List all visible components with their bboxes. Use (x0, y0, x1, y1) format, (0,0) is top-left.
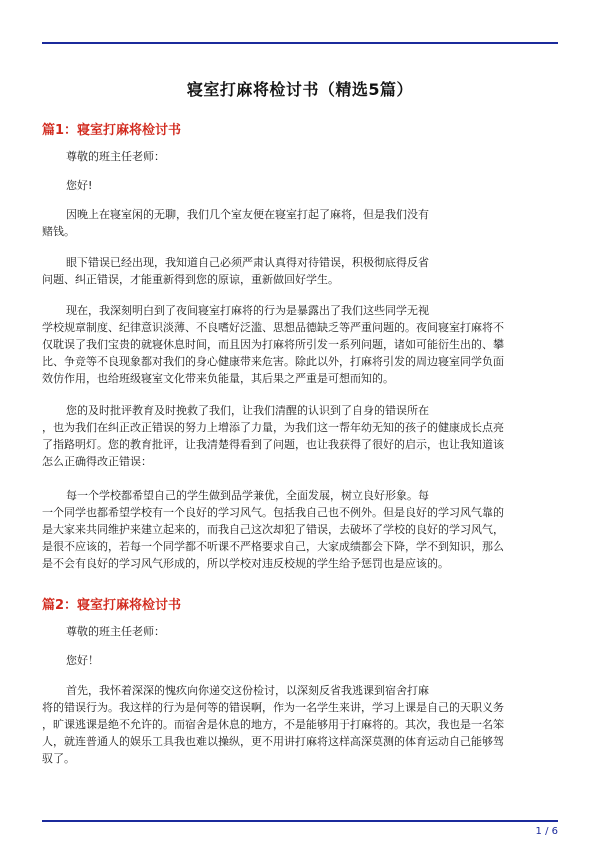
section-1-paragraph-4 (42, 402, 558, 470)
section-1-paragraph-2 (42, 254, 558, 288)
paragraph-line: ，旷课逃课是绝不允许的。而宿舍是休息的地方，不是能够用于打麻将的。其次，我也是一名笨 (42, 718, 504, 731)
paragraph-line: 是不会有良好的学习风气形成的，所以学校对违反校规的学生给予惩罚也是应该的。 (42, 557, 449, 570)
section-1-heading: 篇1：寝室打麻将检讨书 (42, 123, 182, 138)
section-2-heading: 篇2：寝室打麻将检讨书 (42, 598, 182, 613)
hello-line: 您好! (66, 179, 93, 192)
paragraph-line: 每一个学校都希望自己的学生做到品学兼优，全面发展，树立良好形象。每 (66, 489, 429, 502)
paragraph-line: 您的及时批评教育及时挽救了我们，让我们清醒的认识到了自身的错误所在 (66, 404, 429, 417)
top-rule (42, 42, 558, 44)
section-1-paragraph-3 (42, 302, 558, 387)
section-1-paragraph-1 (42, 206, 558, 240)
paragraph-line: 因晚上在寝室闲的无聊，我们几个室友便在寝室打起了麻将，但是我们没有 (66, 208, 429, 221)
bottom-rule (42, 820, 558, 822)
paragraph-line: 驭了。 (42, 752, 75, 765)
paragraph-line: 问题、纠正错误，才能重新得到您的原谅，重新做回好学生。 (42, 273, 339, 286)
paragraph-line: 了指路明灯。您的教育批评，让我清楚得看到了问题，也让我获得了很好的启示，也让我知道该 (42, 438, 504, 451)
paragraph-line: 人，就连普通人的娱乐工具我也难以操纵，更不用讲打麻将这样高深莫测的体育运动自己能够驾 (42, 735, 504, 748)
section-1-paragraph-5 (42, 487, 558, 572)
paragraph-line: 眼下错误已经出现，我知道自己必须严肃认真得对待错误，积极彻底得反省 (66, 256, 429, 269)
section-2-hello (42, 652, 558, 669)
paragraph-line: 仅耽误了我们宝贵的就寝休息时间，而且因为打麻将所引发一系列问题，诸如可能衍生出的、攀 (42, 338, 504, 351)
paragraph-line: ，也为我们在纠正改正错误的努力上增添了力量，为我们这一帮年幼无知的孩子的健康成长点亮 (42, 421, 504, 434)
paragraph-line: 是大家来共同维护来建立起来的，而我自己这次却犯了错误，去破坏了学校的良好的学习风气， (42, 523, 504, 536)
page-number: 1 / 6 (535, 826, 558, 837)
paragraph-line: 效仿作用，也给班级寝室文化带来负能量，其后果之严重是可想而知的。 (42, 372, 394, 385)
greeting-line: 尊敬的班主任老师： (66, 625, 165, 638)
section-1-greeting (42, 148, 558, 165)
section-2-paragraph-1 (42, 682, 558, 767)
paragraph-line: 赌钱。 (42, 225, 75, 238)
document-title: 寝室打麻将检讨书（精选5篇） (186, 80, 414, 99)
hello-line: 您好！ (66, 654, 99, 667)
paragraph-line: 学校规章制度、纪律意识淡薄、不良嗜好泛滥、思想品德缺乏等严重问题的。夜间寝室打麻将不 (42, 321, 504, 334)
paragraph-line: 比、争竞等不良现象都对我们的身心健康带来危害。除此以外，打麻将引发的周边寝室同学负面 (42, 355, 504, 368)
paragraph-line: 将的错误行为。我这样的行为是何等的错误啊，作为一名学生来讲，学习上课是自己的天职义务 (42, 701, 504, 714)
paragraph-line: 首先，我怀着深深的愧疚向你递交这份检讨，以深刻反省我逃课到宿舍打麻 (66, 684, 429, 697)
paragraph-line: 一个同学也都希望学校有一个良好的学习风气。包括我自己也不例外。但是良好的学习风气靠的 (42, 506, 504, 519)
section-1-hello (42, 177, 558, 194)
paragraph-line: 是很不应该的，若每一个同学都不听课不严格要求自己，大家成绩都会下降，学不到知识，那么 (42, 540, 504, 553)
paragraph-line: 现在，我深刻明白到了夜间寝室打麻将的行为是暴露出了我们这些同学无视 (66, 304, 429, 317)
greeting-line: 尊敬的班主任老师： (66, 150, 165, 163)
paragraph-line: 怎么正确得改正错误： (42, 455, 152, 468)
section-2-greeting (42, 623, 558, 640)
